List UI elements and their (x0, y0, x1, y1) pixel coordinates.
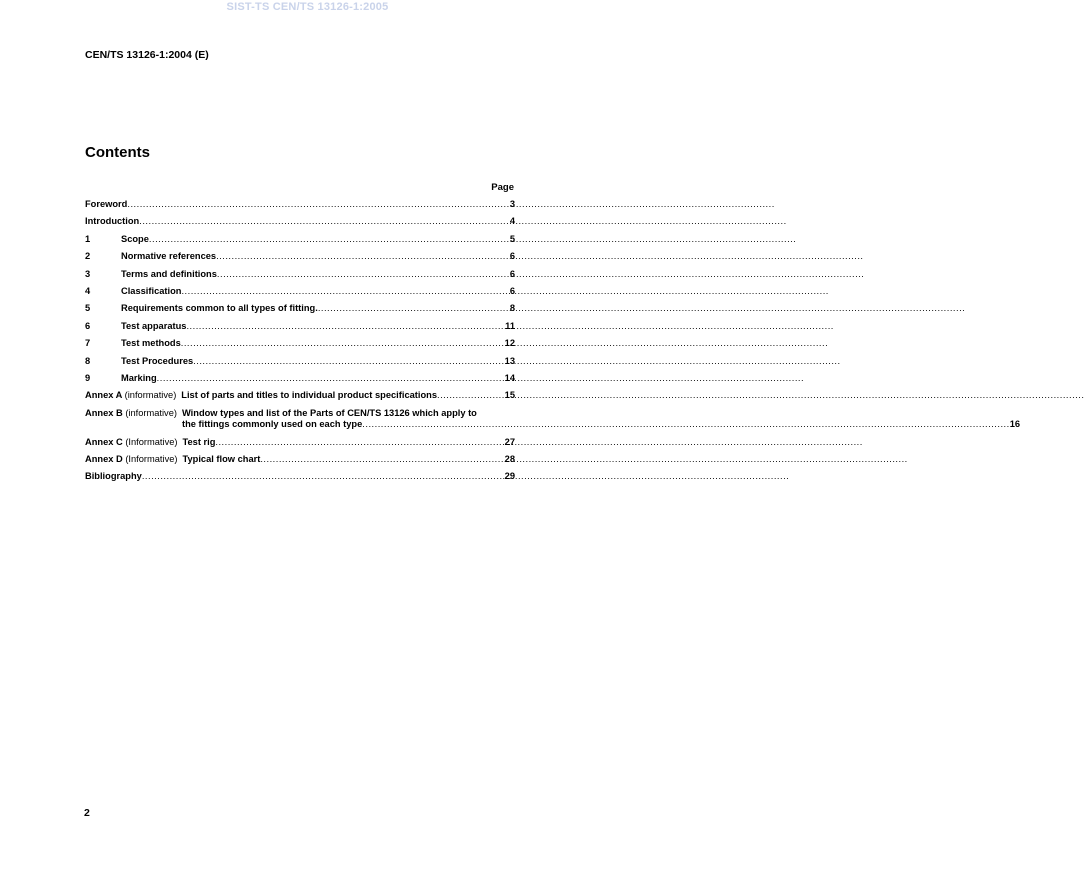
clause-number: 2 (85, 251, 91, 262)
annex-label (85, 390, 176, 400)
annex-label (85, 437, 178, 447)
dot-leader (318, 303, 510, 313)
toc-page-number: 6 (509, 268, 515, 279)
toc-title: Test rig (182, 436, 216, 447)
toc-title: Terms and definitions (121, 268, 217, 279)
page-number: 2 (84, 807, 90, 819)
toc-entry-clause-9[interactable] (85, 373, 515, 390)
toc-entry-clause-2[interactable] (85, 251, 515, 268)
toc-entry-clause-4[interactable] (85, 286, 515, 303)
dot-leader (216, 251, 510, 261)
toc-page-number: 13 (504, 355, 515, 366)
dot-leader (215, 437, 504, 447)
toc-entry-annex-a[interactable] (85, 390, 515, 407)
toc-page-number: 16 (1009, 418, 1021, 429)
toc-entry-annex-c[interactable] (85, 437, 515, 454)
toc-title: Test apparatus (121, 320, 187, 331)
dot-leader (186, 321, 505, 331)
toc-entry-annex-b[interactable] (85, 407, 1021, 437)
clause-number: 3 (85, 268, 91, 279)
dot-leader (362, 419, 1009, 429)
dot-leader (139, 216, 510, 226)
toc-title: Bibliography (85, 471, 142, 482)
clause-number: 6 (85, 320, 91, 331)
clause-number: 7 (85, 338, 91, 349)
annex-letter: Annex D (85, 454, 123, 465)
toc-page-number: 15 (504, 390, 515, 401)
toc-entry-bibliography[interactable] (85, 471, 515, 488)
toc-entry-annex-d[interactable] (85, 454, 515, 471)
dot-leader (217, 269, 510, 279)
toc-entry-clause-7[interactable] (85, 338, 515, 355)
toc-page-number: 6 (509, 251, 515, 262)
toc-entry-foreword[interactable] (85, 199, 515, 216)
toc-title: Window types and list of the Parts of CEN/TS 13126 which apply to (181, 407, 477, 418)
clause-number: 4 (85, 285, 91, 296)
clause-number: 9 (85, 372, 91, 383)
dot-leader (127, 199, 509, 209)
toc-title: Requirements common to all types of fitting. (121, 303, 318, 314)
page-column-header: Page (491, 182, 514, 193)
toc-title: Foreword (85, 199, 128, 209)
annex-letter: Annex B (85, 407, 123, 418)
clause-number: 8 (85, 355, 91, 366)
toc-page-number: 6 (509, 285, 515, 296)
dot-leader (260, 454, 504, 464)
contents-heading: Contents (85, 144, 150, 161)
dot-leader (157, 373, 505, 383)
toc-page-number: 12 (504, 338, 515, 349)
toc-page-number: 3 (509, 199, 515, 209)
table-of-contents (85, 199, 1021, 489)
toc-title: Test Procedures (121, 355, 194, 366)
toc-title: Normative references (121, 251, 217, 262)
annex-type: (informative) (125, 407, 177, 418)
annex-type: (Informative) (125, 436, 178, 447)
toc-entry-clause-8[interactable] (85, 356, 515, 373)
toc-page-number: 27 (504, 436, 515, 447)
toc-title: Marking (121, 372, 157, 383)
toc-entry-clause-3[interactable] (85, 269, 515, 286)
annex-type: (informative) (124, 390, 177, 401)
toc-title: Typical flow chart (182, 454, 261, 465)
toc-entry-clause-5[interactable] (85, 303, 515, 320)
toc-page-number: 11 (505, 320, 515, 331)
toc-title: Test methods (121, 338, 181, 349)
dot-leader (193, 356, 504, 366)
toc-page-number: 4 (509, 216, 515, 227)
toc-title: Classification (121, 285, 182, 296)
toc-page-number: 28 (504, 454, 515, 465)
annex-title-continuation (182, 419, 1020, 429)
document-watermark: SIST-TS CEN/TS 13126-1:2005 (226, 1, 389, 13)
toc-entry-clause-1[interactable] (85, 234, 515, 251)
annex-letter: Annex A (85, 390, 123, 401)
toc-entry-introduction[interactable] (85, 216, 515, 233)
toc-page-number: 8 (509, 303, 515, 314)
dot-leader (437, 390, 505, 400)
annex-label (85, 454, 178, 464)
toc-title-line-2: the fittings commonly used on each type (181, 418, 363, 429)
dot-leader (149, 234, 510, 244)
clause-number: 5 (85, 303, 91, 314)
toc-title: Scope (121, 233, 149, 244)
dot-leader (181, 338, 505, 348)
clause-number: 1 (85, 233, 91, 244)
toc-title: List of parts and titles to individual product specifications (181, 390, 437, 401)
toc-entry-clause-6[interactable] (85, 321, 515, 338)
annex-type: (Informative) (125, 454, 178, 465)
annex-title-block (182, 408, 1020, 429)
annex-label (85, 408, 177, 418)
dot-leader (142, 471, 505, 481)
document-identifier: CEN/TS 13126-1:2004 (E) (85, 49, 209, 61)
toc-title: Introduction (85, 216, 140, 227)
toc-page-number: 29 (504, 471, 515, 482)
toc-page-number: 14 (504, 372, 515, 383)
toc-page-number: 5 (509, 233, 515, 244)
dot-leader (181, 286, 509, 296)
annex-letter: Annex C (85, 436, 123, 447)
